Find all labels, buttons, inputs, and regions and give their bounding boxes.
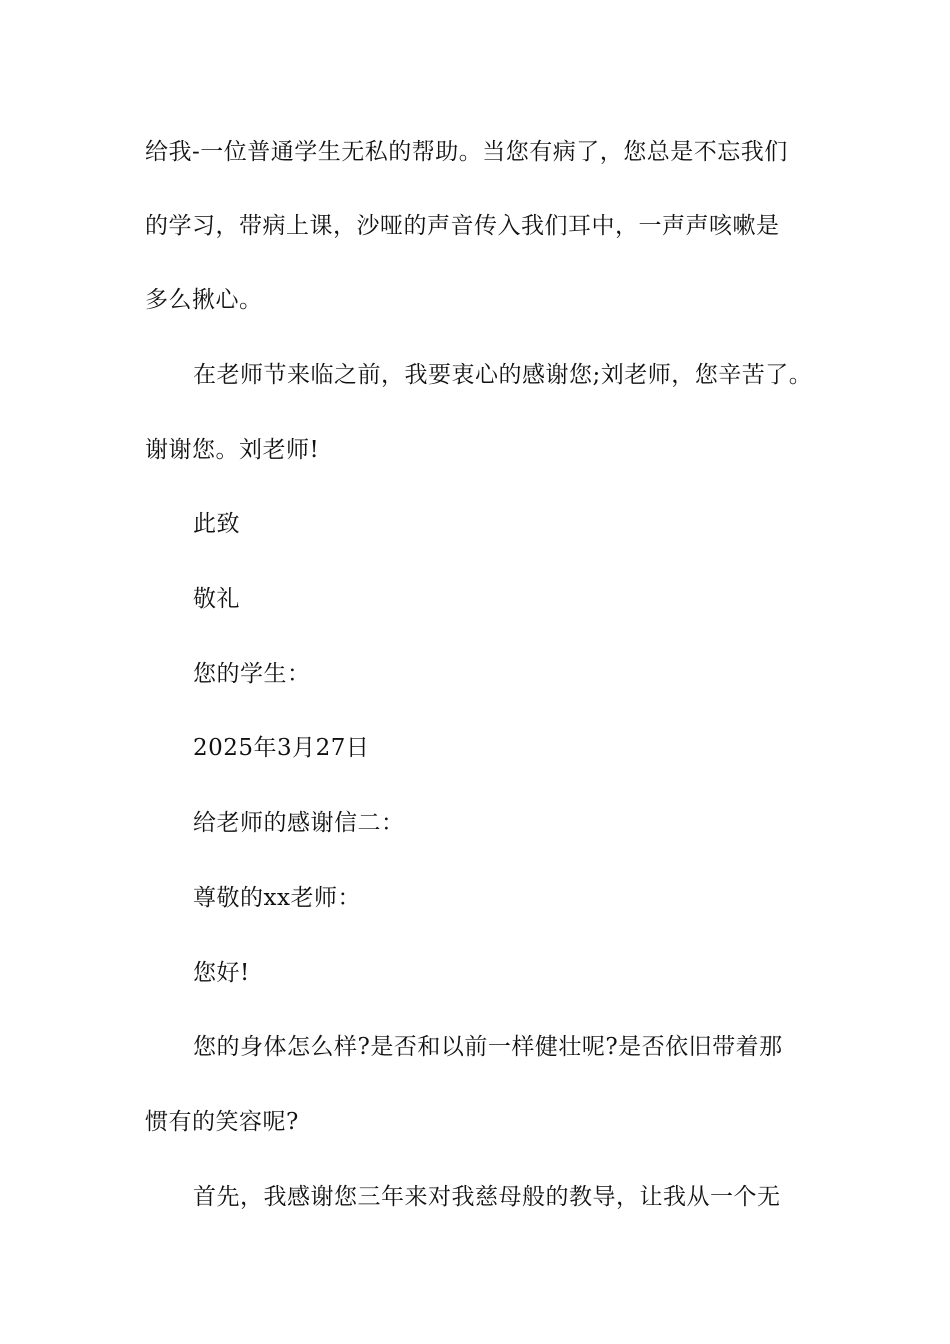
paragraph-line-7: 惯有的笑容呢? bbox=[145, 1109, 299, 1135]
section-heading: 给老师的感谢信二： bbox=[193, 810, 405, 836]
letter-date: 2025年3月27日 bbox=[193, 735, 370, 761]
paragraph-line-6: 您的身体怎么样?是否和以前一样健壮呢?是否依旧带着那 bbox=[193, 1034, 783, 1060]
closing-ci-zhi: 此致 bbox=[193, 511, 240, 537]
signature-student: 您的学生： bbox=[193, 661, 311, 687]
paragraph-line-4: 在老师节来临之前，我要衷心的感谢您;刘老师，您辛苦了。 bbox=[193, 362, 813, 388]
paragraph-line-8: 首先，我感谢您三年来对我慈母般的教导，让我从一个无 bbox=[193, 1184, 781, 1210]
closing-jing-li: 敬礼 bbox=[193, 586, 240, 612]
greeting: 您好! bbox=[193, 960, 250, 986]
paragraph-line-2: 的学习，带病上课，沙哑的声音传入我们耳中，一声声咳嗽是 bbox=[145, 213, 780, 239]
paragraph-line-1: 给我-一位普通学生无私的帮助。当您有病了，您总是不忘我们 bbox=[145, 139, 788, 165]
salutation: 尊敬的xx老师： bbox=[193, 885, 361, 911]
paragraph-line-5: 谢谢您。刘老师! bbox=[145, 437, 320, 463]
paragraph-line-3: 多么揪心。 bbox=[145, 287, 263, 313]
